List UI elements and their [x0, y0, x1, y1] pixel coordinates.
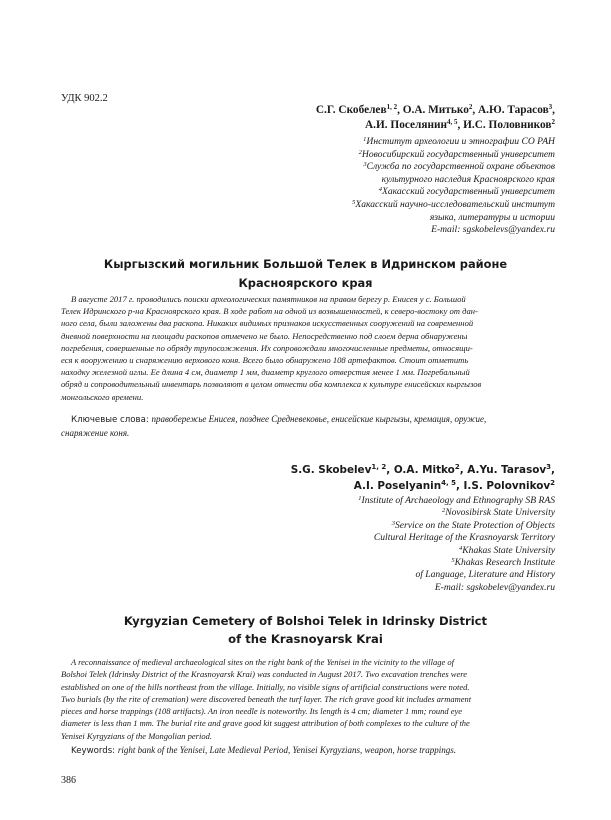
title-en-line1: Kyrgyzian Cemetery of Bolshoi Telek in Idrinsky District: [123, 614, 488, 628]
affiliations-ru: [352, 136, 555, 237]
keywords-text: снаряжение коня.: [61, 427, 130, 438]
keywords-text: правобережье Енисея, позднее Средневековье, енисейские кыргызы, кремация, оружие,: [151, 414, 487, 424]
abstract-line: находку железной иглы. Ее длина 4 см, диаметр 1 мм, диаметр круглого отверстия менее 1 мм. Погребальный: [61, 367, 470, 378]
authors-en-line1: [291, 462, 555, 478]
abstract-ru: [61, 293, 552, 403]
abstract-line: established on one of the hills northeast from the village. Initially, no visible signs of artificial constructions were noted.: [61, 681, 470, 692]
abstract-line: В августе 2017 г. проводились поиски археологических памятников на правом берегу р. Енисея у с. Большой: [71, 294, 466, 304]
author-en-4: A.I. Poselyanin$^{4, 5}$,: [353, 479, 464, 492]
keywords-text: right bank of the Yenisei, Late Medieval Period, Yenisei Kyrgyzians, weapon, horse trappings.: [117, 745, 457, 755]
abstract-line: монгольского времени.: [61, 391, 144, 402]
article-title-en: [40, 612, 571, 648]
abstract-line: еся к вооружению и снаряжению верхового коня. Всего было обнаружено 108 артефактов. Стоит отметить: [61, 355, 469, 366]
affiliation-line: Cultural Heritage of the Krasnoyarsk Territory: [373, 532, 555, 544]
authors-ru-line1: [316, 103, 555, 118]
author-en-5: I.S. Polovnikov$^2$: [463, 479, 555, 492]
email-en: E-mail: sgskobelev@yandex.ru: [434, 581, 555, 593]
authors-ru: [316, 103, 555, 133]
author-ru-1: С.Г. Скобелев$^{1, 2}$,: [315, 103, 403, 116]
author-ru-5: И.С. Половников$^2$: [463, 118, 555, 131]
affiliation-line: культурного наследия Красноярского края: [381, 173, 555, 185]
page-number: 386: [61, 775, 76, 786]
author-ru-2: О.А. Митько$^2$,: [402, 103, 478, 116]
authors-en: [291, 462, 555, 494]
affiliation-line: $^5$Khakas Research Institute: [451, 557, 555, 569]
abstract-line: дневной поверхности на площади раскопов отмечено не было. Непосредственно под слоем дерна обнаружены: [61, 330, 468, 341]
authors-en-line2: [291, 478, 555, 494]
author-en-1: S.G. Skobelev$^{1, 2}$,: [290, 463, 394, 476]
udk-code: УДК 902.2: [61, 93, 108, 104]
abstract-line: diameter is less than 1 mm. The burial rite and grave good kit suggest attribution of both complexes to the culture of the: [61, 718, 470, 729]
author-en-2: O.A. Mitko$^2$,: [393, 463, 468, 476]
affiliation-line: $^2$Novosibirsk State University: [441, 507, 555, 519]
abstract-line: Телек Идринского р-на Красноярского края. В ходе работ на одной из возвышенностей, к северо-востоку от дан-: [61, 306, 478, 317]
title-ru-line1: Кыргызский могильник Большой Телек в Идринском районе: [103, 257, 508, 271]
affiliation-line: $^2$Новосибирский государственный университет: [358, 148, 555, 160]
title-en-line2: of the Krasnoyarsk Krai: [228, 632, 383, 646]
affiliation-line: языка, литературы и истории: [429, 211, 555, 223]
keywords-label: Keywords:: [71, 746, 118, 756]
affiliation-line: of Language, Literature and History: [415, 569, 555, 581]
abstract-line: Two burials (by the rite of cremation) were discovered beneath the turf layer. The rich grave good kit includes armament: [61, 693, 472, 704]
keywords-label: Ключевые слова:: [71, 415, 152, 425]
abstract-line: A reconnaissance of medieval archaeological sites on the right bank of the Yenisei in the vicinity to the village of: [71, 657, 454, 667]
email-ru: E-mail: sgskobelevs@yandex.ru: [431, 224, 555, 236]
authors-ru-line2: [316, 118, 555, 133]
affiliation-line: $^4$Khakas State University: [459, 544, 555, 556]
abstract-line: обряд и сопроводительный инвентарь позволяют в целом отнести оба комплекса к культуре енисейских кыргызов: [61, 379, 482, 390]
affiliation-line: $^4$Хакасский государственный университет: [378, 186, 555, 198]
affiliation-line: $^1$Institute of Archaeology and Ethnography SB RAS: [358, 495, 555, 506]
affiliation-line: $^3$Служба по государственной охране объектов: [363, 161, 555, 173]
keywords-ru: [61, 413, 552, 439]
author-en-3: A.Yu. Tarasov$^3$,: [467, 463, 555, 476]
abstract-line: погребения, совершенные по обряду трупосожжения. Их сопровождали многочисленные предметы, относящи-: [61, 342, 473, 353]
affiliation-line: $^3$Service on the State Protection of Objects: [391, 519, 555, 531]
affiliation-line: $^1$Институт археологии и этнографии СО РАН: [363, 136, 555, 147]
author-ru-3: А.Ю. Тарасов$^3$,: [478, 103, 555, 116]
abstract-line: Yenisei Kyrgyzians of the Mongolian period.: [61, 730, 212, 741]
article-title-ru: [40, 255, 571, 293]
title-ru-line2: Красноярского края: [238, 276, 373, 290]
keywords-en: [61, 744, 552, 758]
abstract-line: Bolshoi Telek (Idrinsky District of the Krasnoyarsk Krai) was conducted in August 2017. Two excavation trenches were: [61, 669, 467, 680]
abstract-line: pieces and horse trappings (108 artifacts). An iron needle is noteworthy. Its length is 4 cm; diameter 1 mm; round eye: [61, 706, 463, 717]
affiliation-line: $^5$Хакасский научно-исследовательский институт: [352, 198, 555, 210]
abstract-line: ного села, были заложены два раскопа. Никаких видимых признаков искусственных сооружений на современной: [61, 318, 474, 329]
author-ru-4: А.И. Поселянин$^{4, 5}$,: [364, 118, 464, 131]
abstract-en: [61, 656, 552, 742]
affiliations-en: [358, 495, 555, 594]
